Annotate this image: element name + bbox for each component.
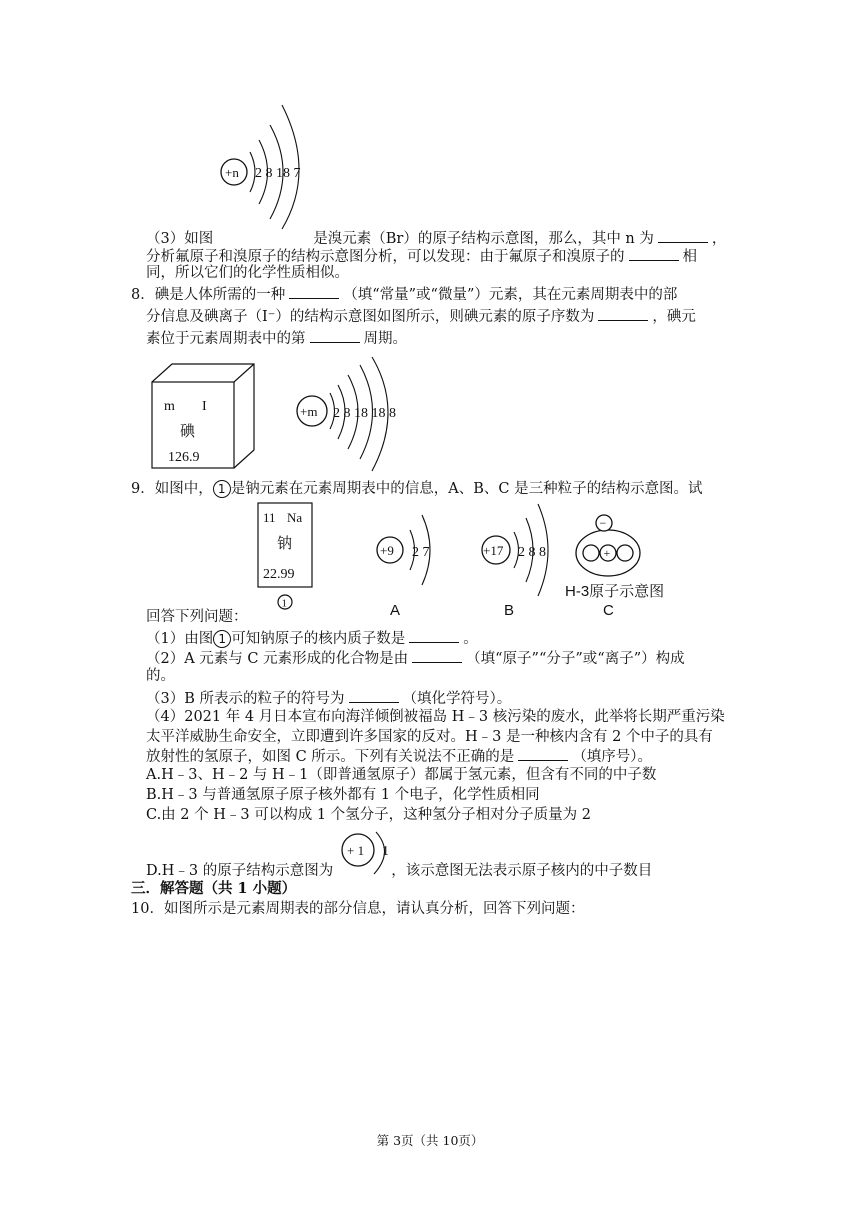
answer-blank[interactable] [518, 746, 568, 761]
particle-a-nucleus: +9 [380, 543, 394, 558]
hydrogen-nucleus: + 1 [347, 843, 365, 858]
sodium-symbol: Na [287, 510, 303, 525]
electron-sign: − [599, 516, 607, 530]
q7-3-line3: 同，所以它们的化学性质相似。 [146, 265, 349, 281]
q9-s4a: （4）2021 年 4 月日本宣布向海洋倾倒被福岛 H﹣3 核污染的废水，此举将长期严重污染 [146, 709, 725, 725]
q9-option-c: C.由 2 个 H﹣3 可以构成 1 个氢分子，这种氢分子相对分子质量为 2 [146, 807, 591, 823]
circled-one-icon: 1 [213, 480, 231, 498]
sodium-number: 11 [263, 510, 276, 525]
iodine-name: 碘 [180, 424, 196, 440]
iodide-ion-diagram [290, 355, 415, 475]
sodium-mass: 22.99 [263, 567, 295, 582]
sodium-element-cell [255, 500, 315, 615]
q9-option-b: B.H﹣3 与普通氢原子原子核外都有 1 个电子，化学性质相同 [146, 787, 540, 803]
br-nucleus: +n [225, 165, 239, 180]
answer-blank[interactable] [310, 328, 360, 343]
q7-3-line2: 分析氟原子和溴原子的结构示意图分析，可以发现：由于氟原子和溴原子的 相 [146, 246, 697, 266]
iodine-symbol: I [202, 399, 207, 414]
answer-blank[interactable] [598, 306, 648, 321]
particle-a-diagram [370, 505, 450, 620]
proton-sign: + [603, 546, 611, 560]
q9-s2b: 的。 [146, 668, 175, 684]
q9-intro: 回答下列问题： [146, 609, 248, 625]
iodide-shells: 2 8 18 18 8 [333, 406, 396, 421]
answer-blank[interactable] [629, 246, 679, 261]
answer-blank[interactable] [658, 228, 708, 243]
particle-b-diagram [478, 500, 568, 620]
answer-blank[interactable] [289, 284, 339, 299]
particle-b-label: B [504, 602, 515, 619]
answer-blank[interactable] [349, 688, 399, 703]
q9-s3: （3）B 所表示的粒子的符号为 （填化学符号）。 [146, 688, 511, 708]
q9-s2: （2）A 元素与 C 元素形成的化合物是由 （填“原子”“分子”或“离子”）构成 [146, 648, 685, 668]
q8-line1: 8．碘是人体所需的一种 （填“常量”或“微量”）元素，其在元素周期表中的部 [131, 284, 677, 304]
particle-a-label: A [390, 602, 401, 619]
iodine-mass: 126.9 [168, 450, 200, 465]
section-heading: 三．解答题（共 1 小题） [131, 880, 297, 897]
q9-s1: （1）由图 1 可知钠原子的核内质子数是 。 [146, 628, 478, 648]
q7-3-line1: （3）如图 是溴元素（Br）的原子结构示意图，那么，其中 n 为 ， [146, 228, 726, 248]
q9-option-a: A.H﹣3、H﹣2 与 H﹣1（即普通氢原子）都属于氢元素，但含有不同的中子数 [146, 767, 657, 783]
h3-atom-diagram [563, 512, 688, 620]
h3-title: H-3原子示意图 [565, 583, 665, 600]
sodium-name: 钠 [277, 536, 293, 552]
particle-b-nucleus: +17 [483, 543, 504, 558]
circled-one-icon: 1 [213, 630, 231, 648]
q9-s4c: 放射性的氢原子，如图 C 所示。下列有关说法不正确的是 （填序号）。 [146, 746, 652, 766]
q8-line3: 素位于元素周期表中的第 周期。 [146, 328, 407, 348]
iodide-nucleus: +m [300, 404, 318, 419]
iodine-element-cell [150, 360, 260, 470]
q10-text: 10．如图所示是元素周期表的部分信息，请认真分析，回答下列问题： [131, 901, 585, 917]
hydrogen-shell: 1 [382, 844, 389, 859]
answer-blank[interactable] [409, 628, 459, 643]
particle-a-shells: 2 7 [412, 545, 430, 560]
q8-line2: 分信息及碘离子（I⁻）的结构示意图如图所示，则碘元素的原子序数为 ，碘元 [146, 306, 696, 326]
bromine-atom-diagram [212, 95, 322, 230]
answer-blank[interactable] [412, 648, 462, 663]
q9-s4b: 太平洋威胁生命安全，立即遭到许多国家的反对。H﹣3 是一种核内含有 2 个中子的具有 [146, 729, 713, 745]
iodine-number: m [164, 399, 175, 414]
page-footer: 第 3页（共 10页） [376, 1133, 484, 1148]
br-shells: 2 8 18 7 [255, 166, 301, 181]
particle-c-label: C [603, 602, 614, 619]
q9-option-d: D.H﹣3 的原子结构示意图为 ，该示意图无法表示原子核内的中子数目 [146, 863, 653, 879]
circled-one-label: 1 [281, 597, 287, 610]
q9-line1: 9．如图中， 1 是钠元素在元素周期表中的信息，A、B、C 是三种粒子的结构示意图。试 [131, 481, 703, 497]
particle-b-shells: 2 8 8 [518, 545, 546, 560]
